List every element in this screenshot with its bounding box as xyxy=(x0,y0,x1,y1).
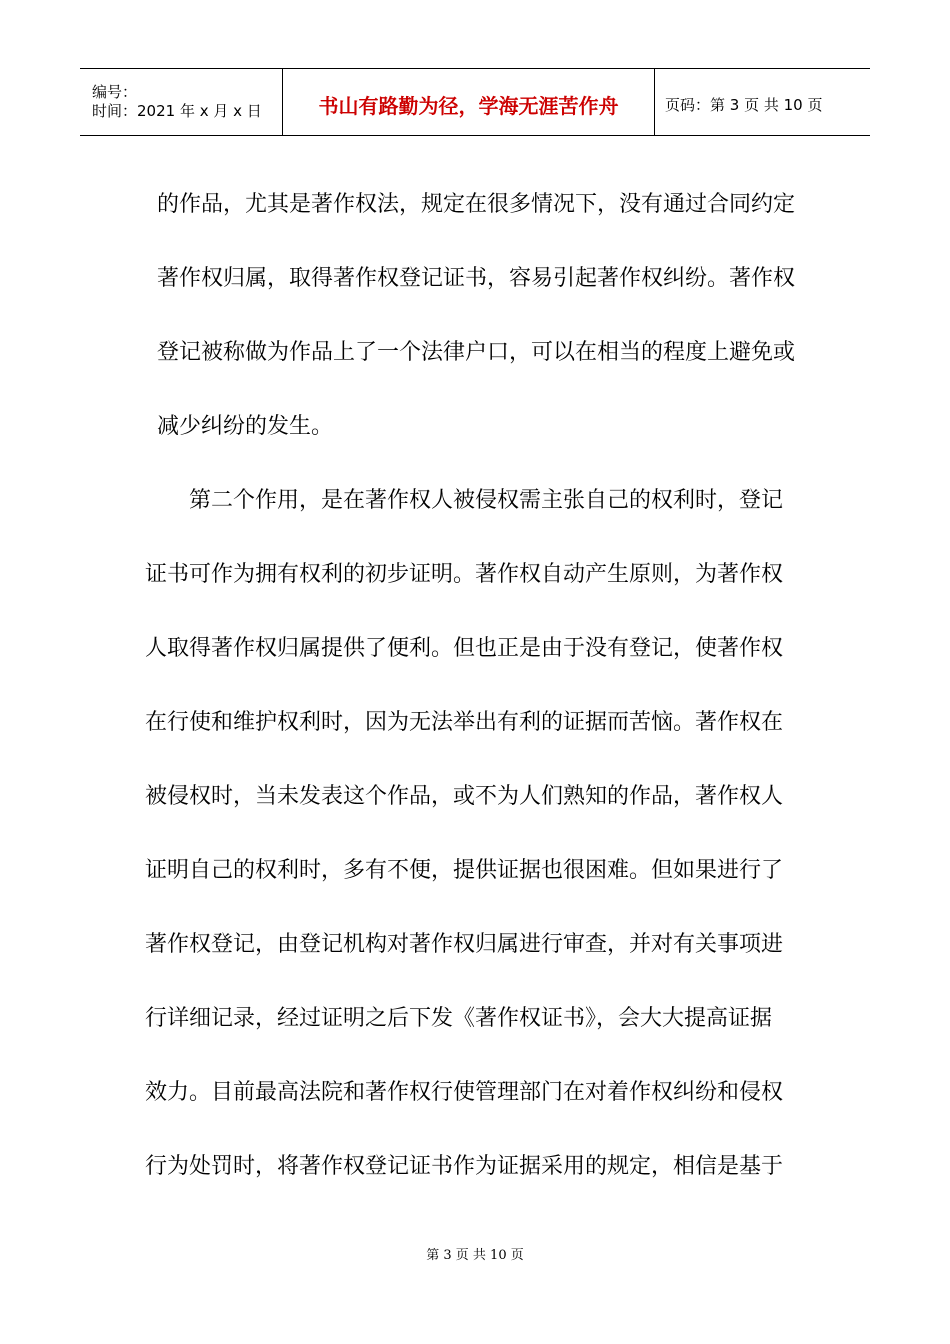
document-number-label: 编号： xyxy=(92,83,138,101)
document-body xyxy=(145,168,810,1204)
page-footer: 第 3 页 共 10 页 xyxy=(426,1248,524,1263)
header-motto: 书山有路勤为径，学海无涯苦作舟 xyxy=(283,69,655,135)
paragraph-2 xyxy=(145,464,810,1204)
document-date-label: 时间：2021 年 x 月 x 日 xyxy=(92,102,262,120)
text-line: 第二个作用，是在著作权人被侵权需主张自己的权利时，登记 xyxy=(189,488,784,513)
text-line: 人取得著作权归属提供了便利。但也正是由于没有登记，使著作权 xyxy=(145,636,784,661)
text-line: 行详细记录，经过证明之后下发《著作权证书》，会大大提高证据 xyxy=(145,1006,773,1031)
text-line: 登记被称做为作品上了一个法律户口，可以在相当的程度上避免或 xyxy=(157,340,796,365)
text-line: 的作品，尤其是著作权法，规定在很多情况下，没有通过合同约定 xyxy=(157,192,796,217)
paragraph-1 xyxy=(145,168,810,464)
header-page-info: 页码：第 3 页 共 10 页 xyxy=(665,95,823,114)
text-line: 在行使和维护权利时，因为无法举出有利的证据而苦恼。著作权在 xyxy=(145,710,784,735)
text-line: 著作权归属，取得著作权登记证书，容易引起著作权纠纷。著作权 xyxy=(157,266,796,291)
text-line: 效力。目前最高法院和著作权行使管理部门在对着作权纠纷和侵权 xyxy=(145,1080,784,1105)
text-line: 被侵权时，当未发表这个作品，或不为人们熟知的作品，著作权人 xyxy=(145,784,784,809)
text-line: 证明自己的权利时，多有不便，提供证据也很困难。但如果进行了 xyxy=(145,858,784,883)
text-line: 著作权登记，由登记机构对著作权归属进行审查，并对有关事项进 xyxy=(145,932,784,957)
text-line: 减少纠纷的发生。 xyxy=(157,414,334,439)
text-line: 证书可作为拥有权利的初步证明。著作权自动产生原则，为著作权 xyxy=(145,562,784,587)
header-meta-cell xyxy=(80,69,283,135)
text-line: 行为处罚时，将著作权登记证书作为证据采用的规定，相信是基于 xyxy=(145,1154,784,1179)
document-header xyxy=(80,68,870,136)
